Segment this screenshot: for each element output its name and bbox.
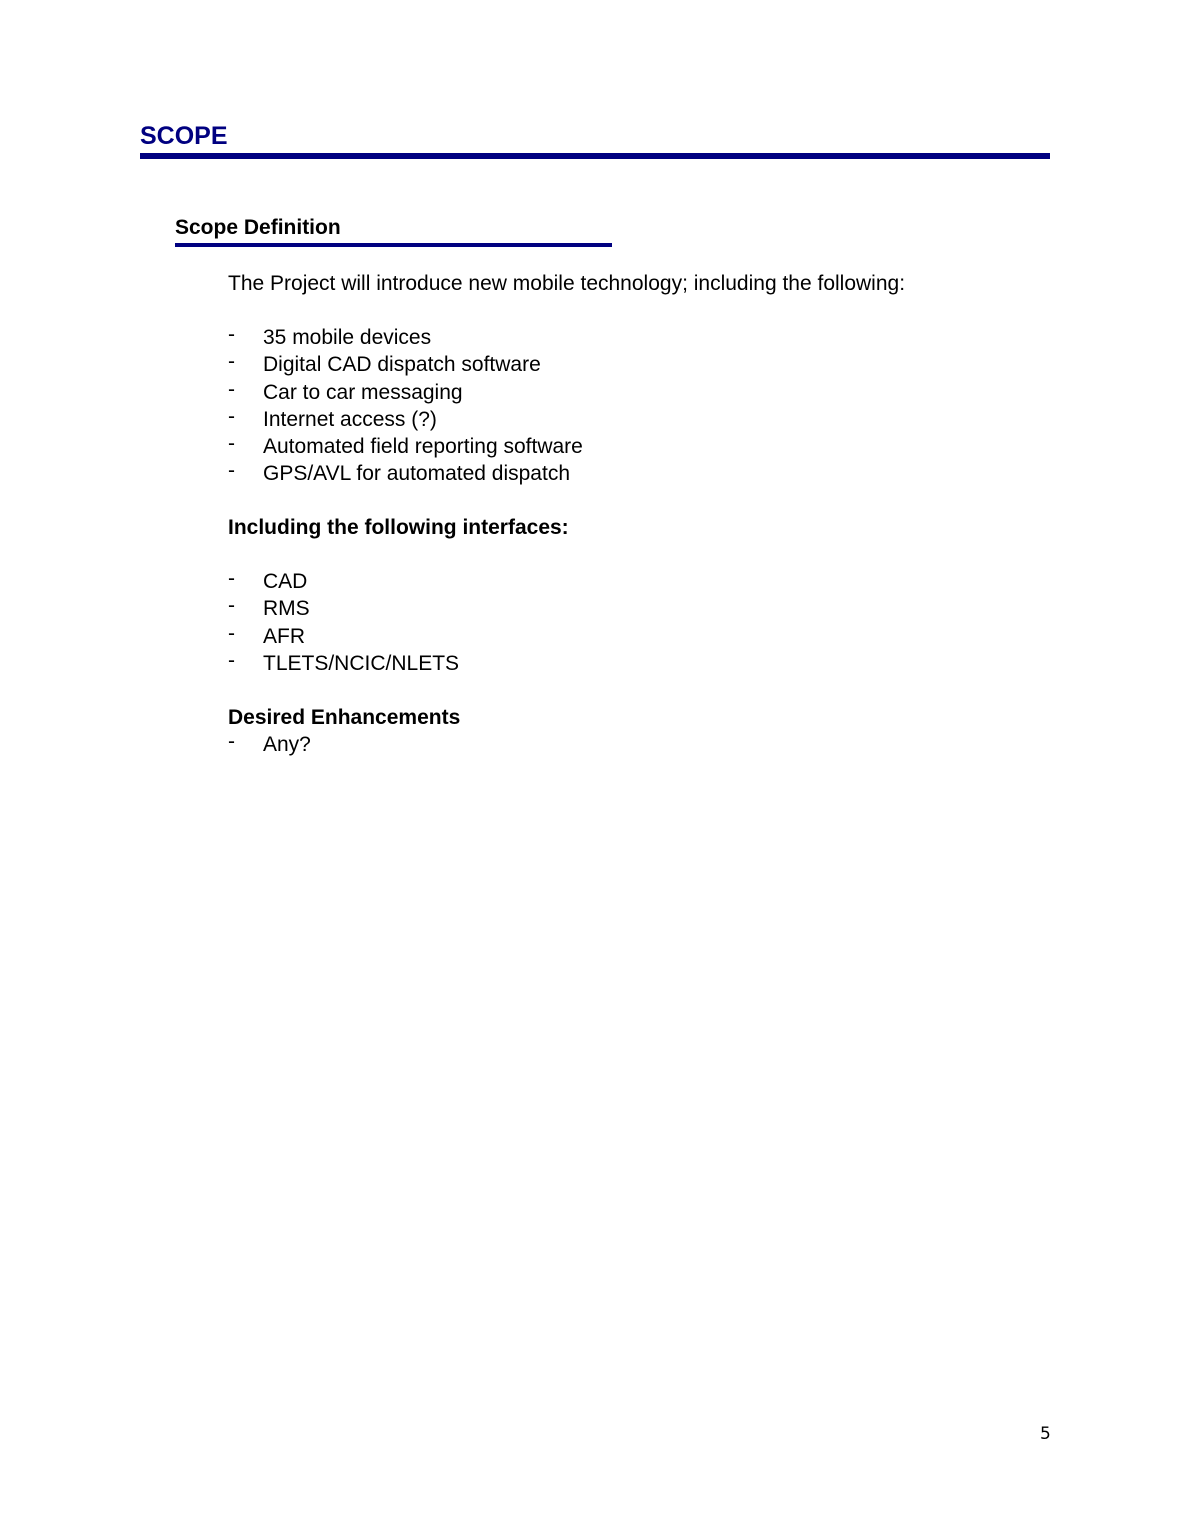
interfaces-heading: Including the following interfaces: (228, 516, 569, 539)
page-number: 5 (1040, 1424, 1051, 1444)
list-item-text: RMS (263, 597, 310, 621)
list-item-text: Automated field reporting software (263, 435, 583, 459)
list-item (228, 568, 459, 595)
bullet-dash: - (228, 648, 235, 672)
list-item-text: TLETS/NCIC/NLETS (263, 651, 460, 675)
bullet-dash: - (228, 621, 235, 645)
bullet-dash: - (228, 377, 235, 401)
list-item-text: 35 mobile devices (263, 326, 432, 349)
list-item-text: AFR (263, 624, 305, 648)
list-item (228, 650, 459, 677)
intro-paragraph: The Project will introduce new mobile technology; including the following: (228, 272, 906, 295)
bullet-dash: - (228, 432, 235, 456)
bullet-dash: - (228, 594, 235, 618)
list-item-text: Internet access (?) (263, 407, 437, 431)
subsection-title: Scope Definition (175, 216, 341, 239)
list-item-text: Digital CAD dispatch software (263, 353, 541, 377)
bullet-dash: - (228, 567, 235, 590)
list-item (228, 595, 459, 622)
enhancements-heading: Desired Enhancements (228, 706, 461, 729)
section-title-rule (140, 153, 1050, 159)
list-item (228, 433, 583, 460)
list-item-text: Car to car messaging (263, 380, 463, 404)
bullet-dash: - (228, 730, 235, 753)
list-item (228, 351, 583, 378)
list-item-text: CAD (263, 570, 308, 593)
list-item-text: Any? (263, 733, 311, 756)
section-title: SCOPE (140, 122, 228, 150)
list-item (228, 379, 583, 406)
list-item (228, 460, 583, 487)
bullet-dash: - (228, 350, 235, 374)
subsection-title-rule (175, 243, 612, 247)
bullet-dash: - (228, 404, 235, 428)
list-item (228, 324, 583, 351)
list-item (228, 623, 459, 650)
list-item-text: GPS/AVL for automated dispatch (263, 462, 571, 486)
list-item (228, 731, 311, 758)
enhancements-list (228, 731, 311, 758)
bullet-dash: - (228, 323, 235, 346)
technology-list (228, 324, 583, 488)
list-item (228, 406, 583, 433)
bullet-dash: - (228, 459, 235, 483)
interfaces-list (228, 568, 459, 677)
